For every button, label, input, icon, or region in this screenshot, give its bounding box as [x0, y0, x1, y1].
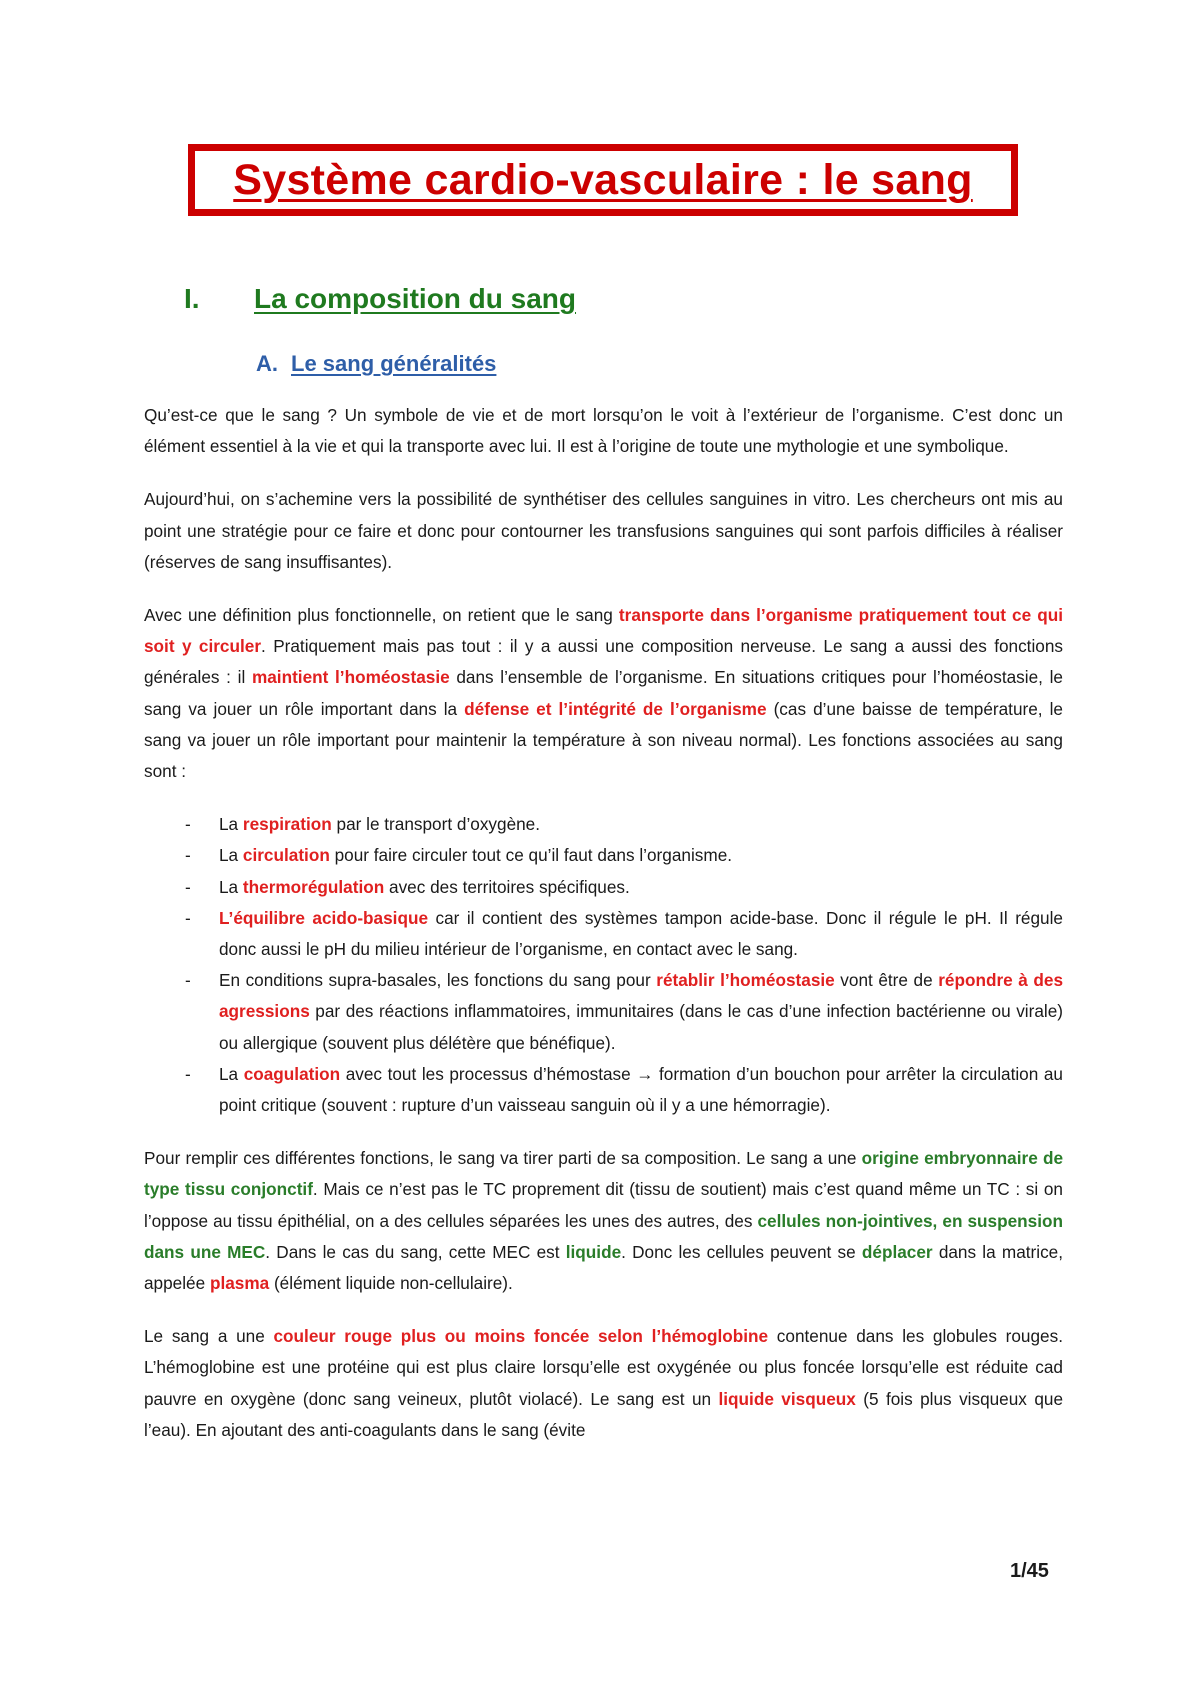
- text-run: vont être de: [834, 970, 939, 991]
- paragraph-5: [144, 1321, 1063, 1446]
- section-heading: [184, 283, 576, 315]
- text-run: (élément liquide non-cellulaire).: [269, 1273, 513, 1294]
- highlight-red: coagulation: [243, 1063, 341, 1084]
- subsection-title: Le sang généralités: [291, 351, 497, 376]
- highlight-red: thermorégulation: [242, 876, 385, 897]
- highlight-green: cellules non-jointives, en suspension dans une MEC: [144, 1210, 1064, 1262]
- list-dash: -: [185, 845, 191, 866]
- text-run: (5 fois plus visqueux que l’eau). En ajoutant des anti-coagulants dans le sang (évite: [144, 1388, 1063, 1440]
- text-run: La: [219, 814, 243, 835]
- paragraph-4: [144, 1143, 1063, 1299]
- text-run: La: [219, 845, 243, 866]
- text-run: contenue dans les globules rouges. L’hémoglobine est une protéine qui est plus claire lorsqu’elle est oxygénée ou plus foncée lorsqu’elle est réduite cad pauvre en oxygène (donc sang veineux, plutôt violacé). Le sang est un: [144, 1326, 1063, 1409]
- text-run: avec des territoires spécifiques.: [384, 876, 630, 897]
- text-run: dans la matrice, appelée: [144, 1241, 1064, 1294]
- paragraph-2: Aujourd’hui, on s’achemine vers la possibilité de synthétiser des cellules sanguines in vitro. Les chercheurs ont mis au point une stratégie pour ce faire et donc pour contourner les transfusions sanguines qui sont parfois difficiles à réaliser (réserves de sang insuffisantes).: [144, 489, 1063, 572]
- functions-list: [144, 809, 1063, 1121]
- list-item: [144, 809, 1063, 840]
- highlight-green: déplacer: [861, 1241, 933, 1262]
- highlight-red: liquide visqueux: [718, 1388, 856, 1409]
- text-run: (cas d’une baisse de température, le sang va jouer un rôle important pour maintenir la température à son niveau normal). Les fonctions associées au sang sont :: [144, 698, 1063, 782]
- subsection-heading: [256, 351, 496, 377]
- list-item: [144, 965, 1063, 1059]
- highlight-red: plasma: [209, 1273, 270, 1294]
- text-run: La: [219, 876, 243, 897]
- list-dash: -: [185, 970, 191, 991]
- text-run: dans l’ensemble de l’organisme. En situations critiques pour l’homéostasie, le sang va jouer un rôle important dans la: [144, 667, 1063, 719]
- list-item: [144, 903, 1063, 965]
- text-run: . Dans le cas du sang, cette MEC est: [265, 1241, 566, 1262]
- text-run: Pour remplir ces différentes fonctions, le sang va tirer parti de sa composition. Le sang a une: [144, 1148, 862, 1169]
- text-run: par des réactions inflammatoires, immunitaires (dans le cas d’une infection bactérienne ou virale) ou allergique (souvent plus délétère que bénéfique).: [219, 1001, 1063, 1053]
- list-dash: -: [185, 876, 191, 897]
- list-dash: -: [185, 814, 191, 835]
- highlight-red: répondre à des agressions: [219, 970, 1064, 1022]
- list-item: [144, 1059, 1063, 1121]
- highlight-green: origine embryonnaire de type tissu conjonctif: [144, 1148, 1063, 1200]
- highlight-red: L’équilibre acido-basique: [219, 907, 428, 928]
- list-item: [144, 840, 1063, 871]
- list-item: [144, 872, 1063, 903]
- list-dash: -: [185, 907, 191, 928]
- document-title: Système cardio-vasculaire : le sang: [233, 155, 973, 204]
- text-run: pour faire circuler tout ce qu’il faut dans l’organisme.: [329, 845, 733, 866]
- subsection-number: A.: [256, 351, 278, 376]
- highlight-red: couleur rouge plus ou moins foncée selon l’hémoglobine: [273, 1326, 769, 1347]
- highlight-red: défense et l’intégrité de l’organisme: [464, 698, 767, 719]
- highlight-red: transporte dans l’organisme pratiquement tout ce qui soit y circuler: [144, 605, 1063, 657]
- document-body: [144, 400, 1063, 1468]
- text-run: Avec une définition plus fonctionnelle, on retient que le sang: [144, 605, 619, 626]
- text-run: . Pratiquement mais pas tout : il y a aussi une composition nerveuse. Le sang a aussi des fonctions générales : il: [144, 636, 1063, 688]
- highlight-red: maintient l’homéostasie: [251, 667, 450, 688]
- text-run: car il contient des systèmes tampon acide-base. Donc il régule le pH. Il régule donc aussi le pH du milieu intérieur de l’organisme, en contact avec le sang.: [219, 907, 1063, 960]
- text-run: avec tout les processus d’hémostase → formation d’un bouchon pour arrêter la circulation au point critique (souvent : rupture d’un vaisseau sanguin où il y a une hémorragie).: [219, 1063, 1063, 1116]
- text-run: En conditions supra-basales, les fonctions du sang pour: [219, 970, 657, 991]
- title-box: [188, 144, 1018, 216]
- section-number: I.: [184, 283, 200, 314]
- text-run: par le transport d’oxygène.: [331, 814, 541, 835]
- section-title: La composition du sang: [254, 283, 577, 314]
- text-run: Le sang a une: [144, 1326, 274, 1347]
- text-run: . Mais ce n’est pas le TC proprement dit (tissu de soutient) mais c’est quand même un TC : si on l’oppose au tissu épithélial, on a des cellules séparées les unes des autres, des: [144, 1179, 1063, 1231]
- list-dash: -: [185, 1063, 191, 1084]
- highlight-green: liquide: [565, 1241, 622, 1262]
- paragraph-1: Qu’est-ce que le sang ? Un symbole de vie et de mort lorsqu’on le voit à l’extérieur de l’organisme. C’est donc un élément essentiel à la vie et qui la transporte avec lui. Il est à l’origine de toute une mythologie et une symbolique.: [144, 405, 1063, 457]
- text-run: . Donc les cellules peuvent se: [621, 1241, 862, 1262]
- highlight-red: respiration: [242, 814, 332, 835]
- page-number: 1/45: [1010, 1560, 1049, 1582]
- paragraph-3: [144, 600, 1063, 787]
- highlight-red: rétablir l’homéostasie: [656, 970, 835, 991]
- text-run: La: [219, 1063, 244, 1084]
- highlight-red: circulation: [242, 845, 330, 866]
